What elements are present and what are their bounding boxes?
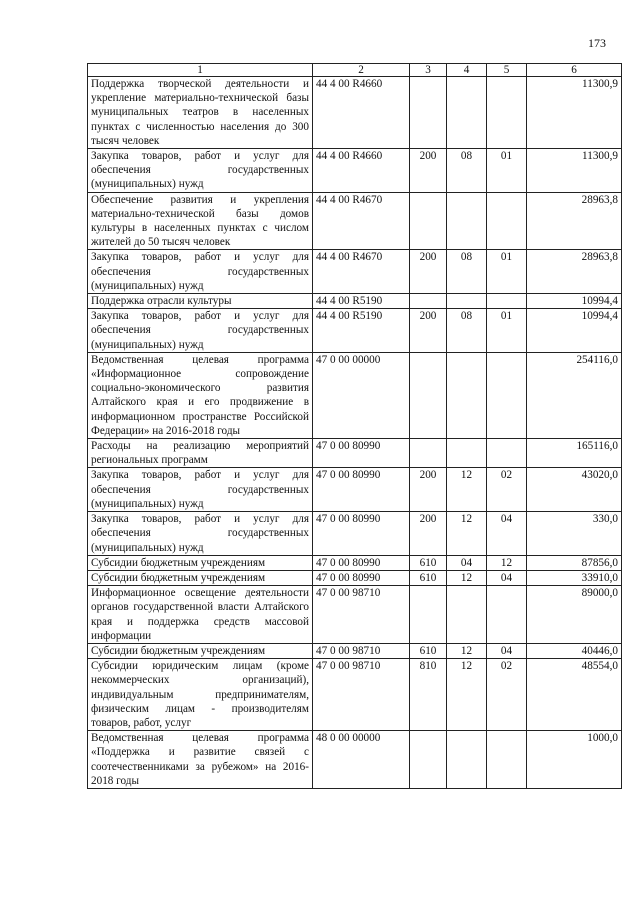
row-code-cell: 47 0 00 00000	[313, 352, 410, 438]
row-name-cell: Информационное освещение деятельности органов государственной власти Алтайского края и поддержка средств массовой информации	[88, 586, 313, 644]
header-col-1: 1	[88, 64, 313, 77]
header-col-3: 3	[410, 64, 447, 77]
row-col3-cell	[410, 439, 447, 468]
table-row	[88, 731, 622, 789]
table-row	[88, 439, 622, 468]
row-amount-cell: 87856,0	[527, 555, 622, 570]
row-col4-cell: 08	[447, 309, 487, 353]
row-col4-cell: 08	[447, 149, 487, 193]
row-col4-cell	[447, 294, 487, 309]
row-col3-cell	[410, 586, 447, 644]
row-col3-cell: 610	[410, 643, 447, 658]
row-col3-cell: 200	[410, 512, 447, 556]
page-number: 173	[588, 36, 606, 50]
row-col4-cell	[447, 352, 487, 438]
row-col4-cell	[447, 77, 487, 149]
row-name-cell: Ведомственная целевая программа «Информационное сопровождение социально-экономического развития Алтайского края и его продвижение в информационном пространстве Российской Федерации» на 2016-2018 годы	[88, 352, 313, 438]
row-col4-cell: 08	[447, 250, 487, 294]
row-amount-cell: 33910,0	[527, 570, 622, 585]
row-col3-cell	[410, 192, 447, 250]
row-code-cell: 44 4 00 R4660	[313, 77, 410, 149]
row-name-cell: Поддержка творческой деятельности и укрепление материально-технической базы муниципальных театров в населенных пунктах с численностью населения до 300 тысяч человек	[88, 77, 313, 149]
row-name-cell: Закупка товаров, работ и услуг для обеспечения государственных (муниципальных) нужд	[88, 250, 313, 294]
row-name-cell: Закупка товаров, работ и услуг для обеспечения государственных (муниципальных) нужд	[88, 309, 313, 353]
row-col4-cell	[447, 586, 487, 644]
row-col3-cell: 610	[410, 570, 447, 585]
row-amount-cell: 10994,4	[527, 309, 622, 353]
row-name-cell: Субсидии бюджетным учреждениям	[88, 570, 313, 585]
row-col5-cell: 02	[487, 468, 527, 512]
row-code-cell: 44 4 00 R4670	[313, 192, 410, 250]
row-name-cell: Ведомственная целевая программа «Поддержка и развитие связей с соотечественниками за рубежом» на 2016-2018 годы	[88, 731, 313, 789]
row-col4-cell	[447, 731, 487, 789]
row-col5-cell	[487, 294, 527, 309]
table-row	[88, 77, 622, 149]
row-amount-cell: 10994,4	[527, 294, 622, 309]
table-row	[88, 149, 622, 193]
row-col4-cell: 04	[447, 555, 487, 570]
table-row	[88, 570, 622, 585]
table-row	[88, 468, 622, 512]
row-amount-cell: 165116,0	[527, 439, 622, 468]
row-col5-cell: 01	[487, 250, 527, 294]
row-name-cell: Обеспечение развития и укрепления материально-технической базы домов культуры в населенных пунктах с числом жителей до 50 тысяч человек	[88, 192, 313, 250]
header-col-2: 2	[313, 64, 410, 77]
table-row	[88, 659, 622, 731]
row-col3-cell	[410, 352, 447, 438]
row-col3-cell	[410, 77, 447, 149]
row-code-cell: 47 0 00 98710	[313, 659, 410, 731]
header-col-6: 6	[527, 64, 622, 77]
row-col3-cell	[410, 731, 447, 789]
row-col4-cell: 12	[447, 468, 487, 512]
table-row	[88, 309, 622, 353]
row-name-cell: Субсидии бюджетным учреждениям	[88, 555, 313, 570]
row-code-cell: 44 4 00 R5190	[313, 294, 410, 309]
row-col5-cell	[487, 586, 527, 644]
table-row	[88, 643, 622, 658]
row-col4-cell: 12	[447, 512, 487, 556]
row-col5-cell	[487, 731, 527, 789]
row-name-cell: Субсидии бюджетным учреждениям	[88, 643, 313, 658]
row-name-cell: Расходы на реализацию мероприятий региональных программ	[88, 439, 313, 468]
row-code-cell: 44 4 00 R4670	[313, 250, 410, 294]
header-col-4: 4	[447, 64, 487, 77]
header-col-5: 5	[487, 64, 527, 77]
row-amount-cell: 11300,9	[527, 77, 622, 149]
row-col5-cell: 02	[487, 659, 527, 731]
row-col5-cell	[487, 352, 527, 438]
table-row	[88, 512, 622, 556]
row-col3-cell	[410, 294, 447, 309]
row-col3-cell: 200	[410, 250, 447, 294]
row-col5-cell: 01	[487, 309, 527, 353]
table-row	[88, 192, 622, 250]
header-row	[88, 64, 622, 77]
row-col5-cell	[487, 192, 527, 250]
row-amount-cell: 330,0	[527, 512, 622, 556]
row-col5-cell: 04	[487, 643, 527, 658]
row-amount-cell: 89000,0	[527, 586, 622, 644]
row-name-cell: Закупка товаров, работ и услуг для обеспечения государственных (муниципальных) нужд	[88, 149, 313, 193]
row-col5-cell: 12	[487, 555, 527, 570]
row-name-cell: Поддержка отрасли культуры	[88, 294, 313, 309]
row-code-cell: 47 0 00 80990	[313, 555, 410, 570]
table-row	[88, 555, 622, 570]
row-col3-cell: 200	[410, 309, 447, 353]
row-col4-cell	[447, 192, 487, 250]
row-code-cell: 47 0 00 98710	[313, 586, 410, 644]
row-amount-cell: 11300,9	[527, 149, 622, 193]
row-code-cell: 47 0 00 80990	[313, 468, 410, 512]
table-body	[88, 77, 622, 789]
row-amount-cell: 28963,8	[527, 250, 622, 294]
row-col4-cell: 12	[447, 643, 487, 658]
row-code-cell: 44 4 00 R5190	[313, 309, 410, 353]
row-code-cell: 44 4 00 R4660	[313, 149, 410, 193]
row-col5-cell: 04	[487, 512, 527, 556]
row-col4-cell: 12	[447, 570, 487, 585]
row-col4-cell: 12	[447, 659, 487, 731]
row-amount-cell: 1000,0	[527, 731, 622, 789]
row-code-cell: 47 0 00 98710	[313, 643, 410, 658]
row-amount-cell: 254116,0	[527, 352, 622, 438]
row-amount-cell: 43020,0	[527, 468, 622, 512]
row-code-cell: 47 0 00 80990	[313, 512, 410, 556]
row-amount-cell: 48554,0	[527, 659, 622, 731]
row-amount-cell: 28963,8	[527, 192, 622, 250]
table-row	[88, 250, 622, 294]
table-row	[88, 352, 622, 438]
row-col5-cell: 01	[487, 149, 527, 193]
row-col3-cell: 810	[410, 659, 447, 731]
row-code-cell: 47 0 00 80990	[313, 439, 410, 468]
row-amount-cell: 40446,0	[527, 643, 622, 658]
row-name-cell: Субсидии юридическим лицам (кроме некоммерческих организаций), индивидуальным предпринимателям, физическим лицам - производителям товаров, работ, услуг	[88, 659, 313, 731]
budget-table	[87, 63, 622, 789]
row-code-cell: 47 0 00 80990	[313, 570, 410, 585]
row-col3-cell: 610	[410, 555, 447, 570]
row-col5-cell	[487, 77, 527, 149]
table-row	[88, 294, 622, 309]
row-name-cell: Закупка товаров, работ и услуг для обеспечения государственных (муниципальных) нужд	[88, 512, 313, 556]
row-col5-cell: 04	[487, 570, 527, 585]
row-col5-cell	[487, 439, 527, 468]
row-code-cell: 48 0 00 00000	[313, 731, 410, 789]
table-row	[88, 586, 622, 644]
row-col4-cell	[447, 439, 487, 468]
row-col3-cell: 200	[410, 149, 447, 193]
row-col3-cell: 200	[410, 468, 447, 512]
row-name-cell: Закупка товаров, работ и услуг для обеспечения государственных (муниципальных) нужд	[88, 468, 313, 512]
